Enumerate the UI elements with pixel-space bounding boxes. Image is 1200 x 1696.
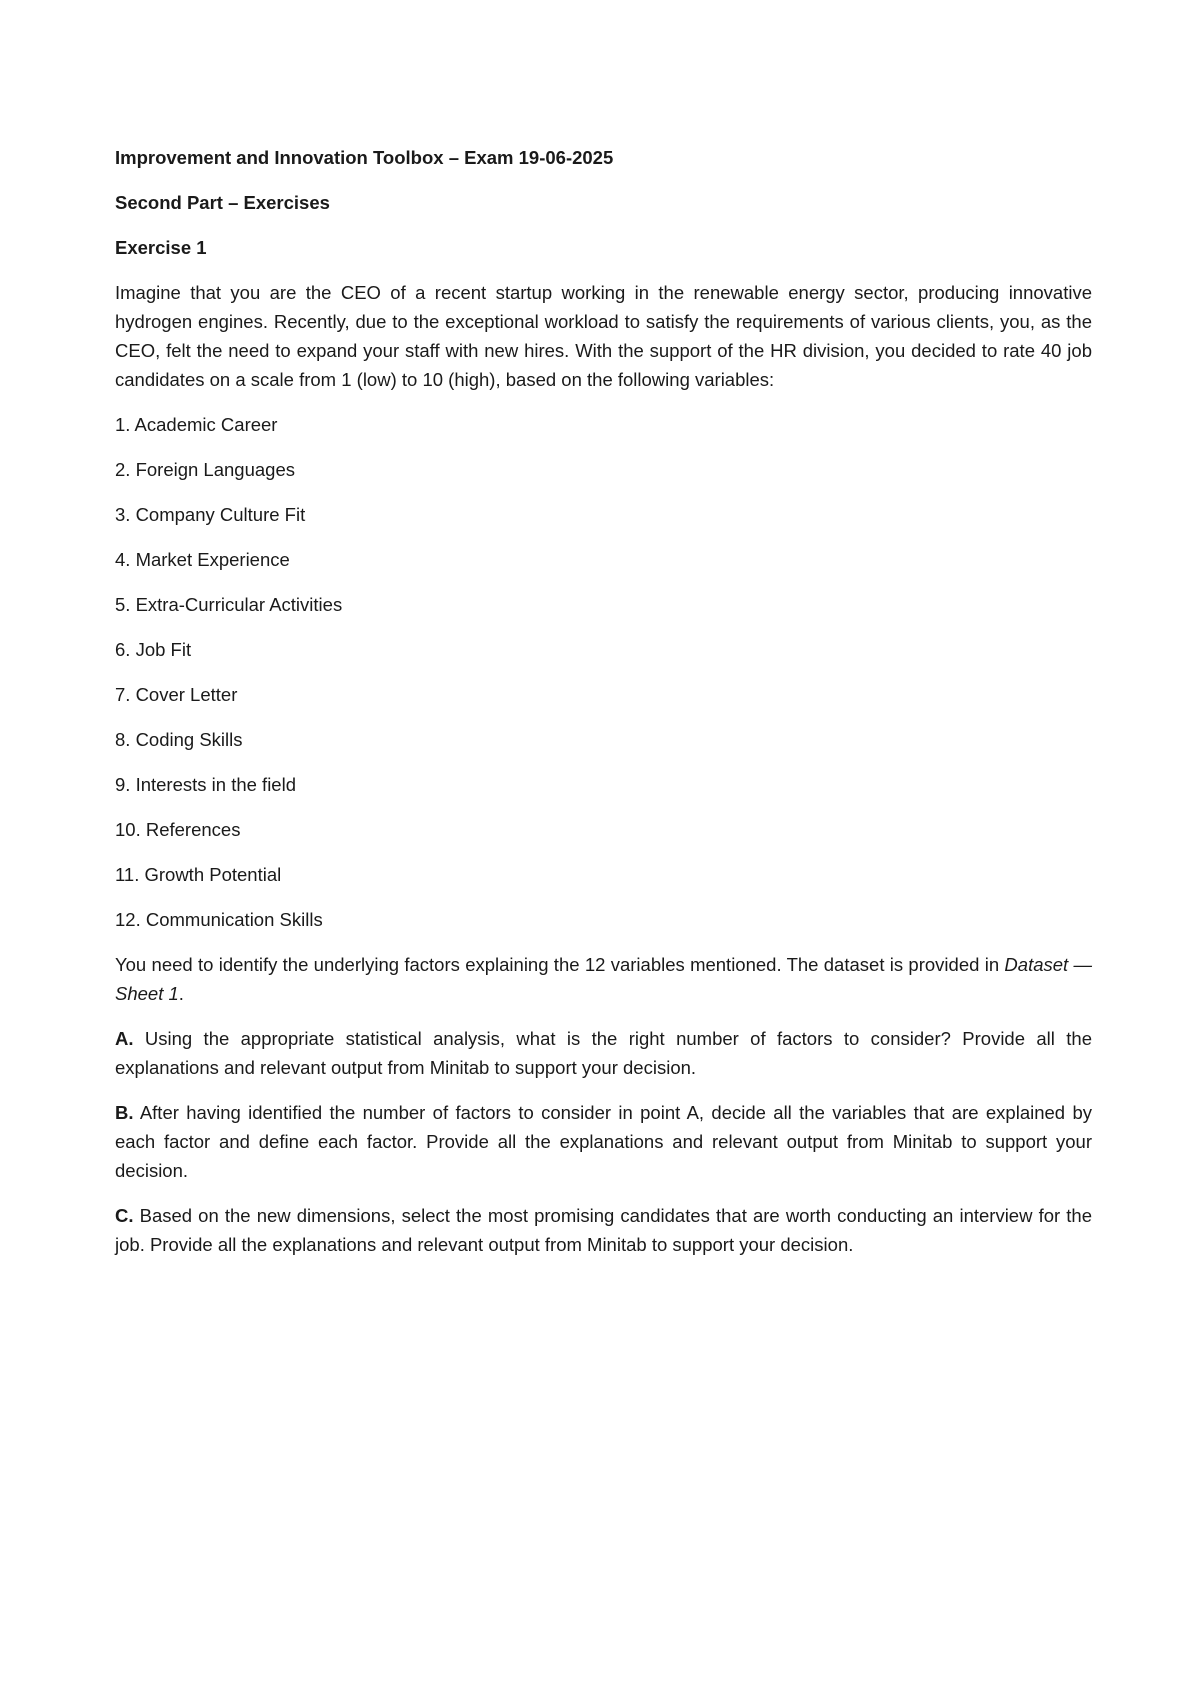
- exercise-intro: Imagine that you are the CEO of a recent startup working in the renewable energy sector, producing innovative hydrogen engines. Recently, due to the exceptional workload to satisfy the requirements of various clients, you, as the CEO, felt the need to expand your staff with new hires. With the support of the HR division, you decided to rate 40 job candidates on a scale from 1 (low) to 10 (high), based on the following variables:: [115, 282, 1092, 390]
- list-item: 12. Communication Skills: [115, 909, 323, 930]
- question-b-text: After having identified the number of factors to consider in point A, decide all the variables that are explained by each factor and define each factor. Provide all the explanations and relevant output from Minitab to support your decision.: [115, 1102, 1092, 1181]
- list-item: 10. References: [115, 819, 241, 840]
- document-title: Improvement and Innovation Toolbox – Exam 19-06-2025: [115, 147, 614, 168]
- list-item: 6. Job Fit: [115, 639, 192, 660]
- document-content: [115, 143, 1092, 1275]
- question-a: [115, 1024, 1092, 1082]
- list-item: 3. Company Culture Fit: [115, 504, 306, 525]
- dataset-reference: Dataset — Sheet 1: [115, 954, 1092, 1004]
- task-paragraph: [115, 950, 1092, 1008]
- list-item: 11. Growth Potential: [115, 864, 282, 885]
- exercise-heading: Exercise 1: [115, 237, 207, 258]
- list-item: 7. Cover Letter: [115, 684, 238, 705]
- question-b-label: B.: [115, 1102, 134, 1123]
- question-a-text: Using the appropriate statistical analysis, what is the right number of factors to consider? Provide all the explanations and relevant output from Minitab to support your decision.: [115, 1028, 1092, 1078]
- list-item: 5. Extra-Curricular Activities: [115, 594, 343, 615]
- list-item: 9. Interests in the field: [115, 774, 296, 795]
- part-heading: Second Part – Exercises: [115, 192, 330, 213]
- list-item: 4. Market Experience: [115, 549, 290, 570]
- question-c-text: Based on the new dimensions, select the most promising candidates that are worth conducting an interview for the job. Provide all the explanations and relevant output from Minitab to support your decision.: [115, 1205, 1092, 1255]
- list-item: 1. Academic Career: [115, 414, 278, 435]
- question-a-label: A.: [115, 1028, 134, 1049]
- variables-list: [115, 410, 1092, 934]
- question-b: [115, 1098, 1092, 1185]
- list-item: 8. Coding Skills: [115, 729, 243, 750]
- list-item: 2. Foreign Languages: [115, 459, 295, 480]
- task-end: .: [178, 983, 184, 1004]
- question-c: [115, 1201, 1092, 1259]
- task-text: You need to identify the underlying factors explaining the 12 variables mentioned. The dataset is provided in: [115, 954, 1005, 975]
- question-c-label: C.: [115, 1205, 134, 1226]
